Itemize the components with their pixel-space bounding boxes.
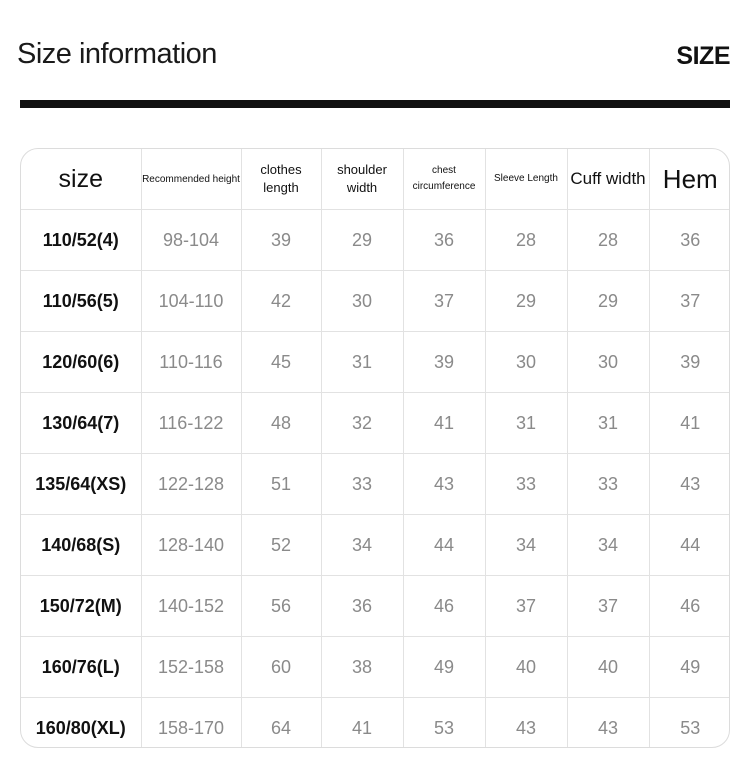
table-cell: 128-140 (141, 515, 241, 576)
table-cell: 43 (403, 454, 485, 515)
table-cell: 60 (241, 637, 321, 698)
table-cell: 30 (321, 271, 403, 332)
table-cell: 39 (241, 210, 321, 271)
table-cell: 37 (649, 271, 730, 332)
table-cell: 32 (321, 393, 403, 454)
size-cell: 110/52(4) (21, 210, 141, 271)
table-cell: 39 (403, 332, 485, 393)
table-cell: 46 (403, 576, 485, 637)
table-row (21, 332, 730, 393)
table-cell: 34 (485, 515, 567, 576)
table-cell: 39 (649, 332, 730, 393)
table-cell: 33 (485, 454, 567, 515)
table-cell: 33 (567, 454, 649, 515)
column-header-size: size (21, 149, 141, 210)
column-header-shoulder: shoulder width (321, 149, 403, 210)
table-row (21, 637, 730, 698)
table-cell: 45 (241, 332, 321, 393)
size-table (20, 148, 730, 748)
column-header-height: Recommended height (141, 149, 241, 210)
size-cell: 130/64(7) (21, 393, 141, 454)
table-cell: 49 (403, 637, 485, 698)
table-cell: 56 (241, 576, 321, 637)
column-header-cuff: Cuff width (567, 149, 649, 210)
table-cell: 51 (241, 454, 321, 515)
table-row (21, 271, 730, 332)
table-row (21, 210, 730, 271)
brand-label: SIZE (676, 42, 730, 70)
size-cell: 140/68(S) (21, 515, 141, 576)
table-cell: 29 (321, 210, 403, 271)
table-cell: 38 (321, 637, 403, 698)
table-cell: 158-170 (141, 698, 241, 749)
table-cell: 30 (567, 332, 649, 393)
table-cell: 33 (321, 454, 403, 515)
column-header-length: clothes length (241, 149, 321, 210)
table-cell: 49 (649, 637, 730, 698)
table-cell: 53 (680, 717, 701, 738)
table-cell: 36 (321, 576, 403, 637)
table-row (21, 576, 730, 637)
column-header-hem: Hem (649, 149, 730, 210)
table-cell: 42 (241, 271, 321, 332)
table-cell: 44 (649, 515, 730, 576)
table-cell: 36 (403, 210, 485, 271)
table-cell: 52 (241, 515, 321, 576)
table-cell: 43 (649, 454, 730, 515)
table-cell: 110-116 (141, 332, 241, 393)
header-divider (20, 100, 730, 108)
table-cell: 44 (403, 515, 485, 576)
table-cell: 29 (485, 271, 567, 332)
table-cell: 64 (241, 698, 321, 749)
table-row (21, 454, 730, 515)
table-cell: 37 (567, 576, 649, 637)
table-cell: 104-110 (141, 271, 241, 332)
size-cell: 150/72(M) (21, 576, 141, 637)
table-cell: 43 (567, 698, 649, 749)
table-cell: 140-152 (141, 576, 241, 637)
table-cell: 37 (403, 271, 485, 332)
size-cell: 160/80(XL) (21, 698, 141, 749)
table-cell: 40 (485, 637, 567, 698)
table-cell: 31 (321, 332, 403, 393)
table-cell: 37 (485, 576, 567, 637)
table-cell: 48 (241, 393, 321, 454)
size-cell: 160/76(L) (21, 637, 141, 698)
column-header-sleeve: Sleeve Length (485, 149, 567, 210)
table-cell: 31 (567, 393, 649, 454)
table-cell: 34 (321, 515, 403, 576)
table-cell: 28 (567, 210, 649, 271)
table-cell: 46 (649, 576, 730, 637)
table-cell: 40 (567, 637, 649, 698)
table-row (21, 698, 730, 749)
table-cell: 30 (485, 332, 567, 393)
table-cell: 28 (485, 210, 567, 271)
table-header-row (21, 149, 730, 210)
table-cell: 98-104 (141, 210, 241, 271)
table-cell: 43 (485, 698, 567, 749)
table-cell: 36 (649, 210, 730, 271)
table-cell: 122-128 (141, 454, 241, 515)
column-header-chest: chest circumference (403, 149, 485, 210)
size-cell: 120/60(6) (21, 332, 141, 393)
table-cell: 41 (403, 393, 485, 454)
table-row (21, 393, 730, 454)
table-cell: 116-122 (141, 393, 241, 454)
size-cell: 110/56(5) (21, 271, 141, 332)
table-cell: 53 (403, 698, 485, 749)
table-cell: 31 (485, 393, 567, 454)
table-cell: 34 (567, 515, 649, 576)
table-cell: 152-158 (141, 637, 241, 698)
table-cell: 41 (649, 393, 730, 454)
table-row (21, 515, 730, 576)
size-cell: 135/64(XS) (21, 454, 141, 515)
page-title: Size information (17, 38, 217, 70)
table-cell: 41 (321, 698, 403, 749)
table-cell: 29 (567, 271, 649, 332)
